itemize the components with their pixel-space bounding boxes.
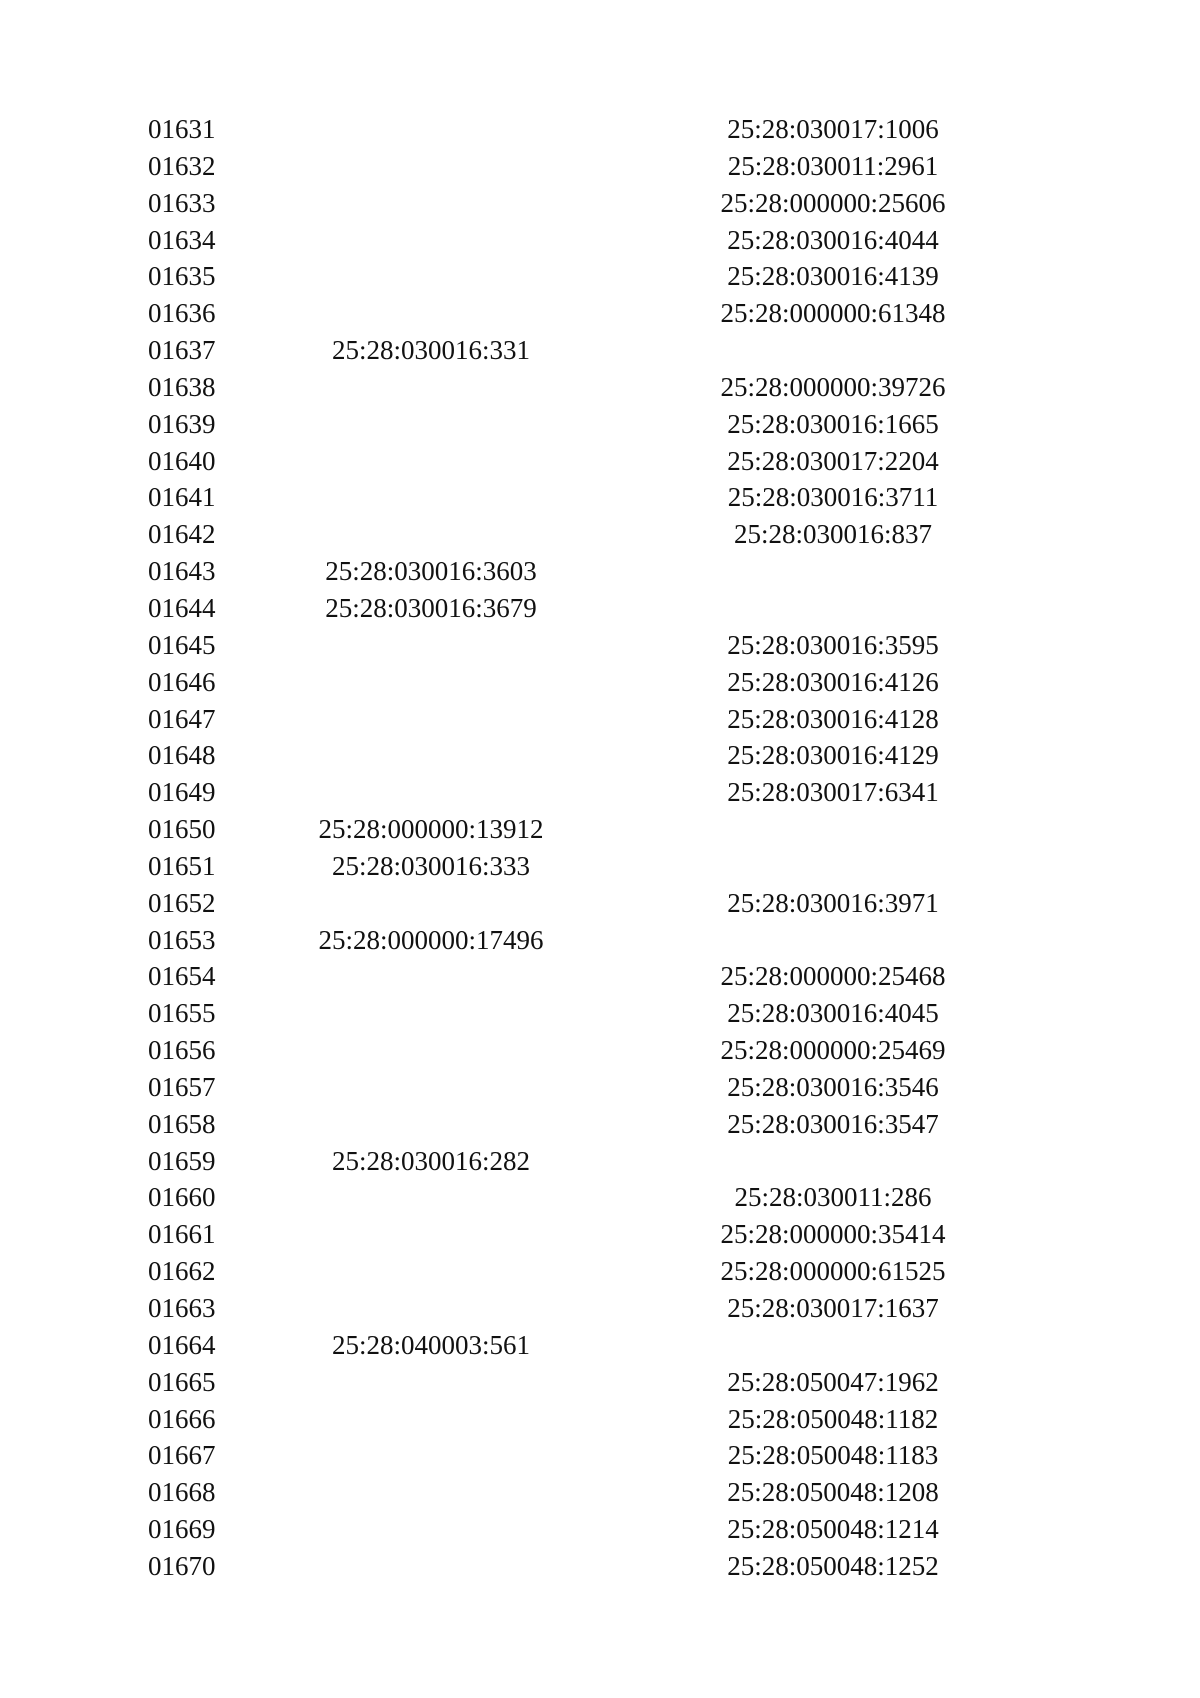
cadastral-number-right: 25:28:050048:1214 — [727, 1514, 939, 1545]
record-number: 01657 — [148, 1071, 216, 1102]
record-row — [0, 1032, 1200, 1069]
record-number: 01656 — [148, 1035, 216, 1066]
record-row — [0, 1069, 1200, 1106]
record-number: 01632 — [148, 150, 216, 181]
record-row — [0, 1474, 1200, 1511]
cadastral-number-middle: 25:28:030016:282 — [332, 1145, 531, 1176]
record-number: 01654 — [148, 961, 216, 992]
record-list — [0, 111, 1200, 1585]
cadastral-number-right: 25:28:030016:4139 — [727, 261, 939, 292]
record-number: 01635 — [148, 261, 216, 292]
record-row — [0, 111, 1200, 148]
cadastral-number-middle: 25:28:030016:3679 — [325, 592, 537, 623]
record-row — [0, 774, 1200, 811]
cadastral-number-right: 25:28:030016:4129 — [727, 740, 939, 771]
record-row — [0, 185, 1200, 222]
record-row — [0, 1401, 1200, 1438]
cadastral-number-middle: 25:28:000000:17496 — [318, 924, 544, 955]
record-number: 01665 — [148, 1366, 216, 1397]
record-number: 01638 — [148, 371, 216, 402]
record-number: 01658 — [148, 1108, 216, 1139]
cadastral-number-right: 25:28:050048:1182 — [727, 1403, 939, 1434]
record-row — [0, 590, 1200, 627]
record-row — [0, 1216, 1200, 1253]
record-row — [0, 258, 1200, 295]
record-number: 01651 — [148, 850, 216, 881]
record-row — [0, 1106, 1200, 1143]
cadastral-number-right: 25:28:030016:4126 — [727, 666, 939, 697]
cadastral-number-right: 25:28:030016:3546 — [727, 1071, 939, 1102]
cadastral-number-right: 25:28:030016:3711 — [727, 482, 939, 513]
record-number: 01634 — [148, 224, 216, 255]
record-row — [0, 1437, 1200, 1474]
cadastral-number-right: 25:28:050047:1962 — [727, 1366, 939, 1397]
record-row — [0, 995, 1200, 1032]
cadastral-number-right: 25:28:000000:39726 — [720, 371, 946, 402]
record-number: 01668 — [148, 1477, 216, 1508]
record-number: 01641 — [148, 482, 216, 513]
record-number: 01644 — [148, 592, 216, 623]
record-row — [0, 664, 1200, 701]
record-row — [0, 443, 1200, 480]
cadastral-number-right: 25:28:030017:1637 — [727, 1293, 939, 1323]
record-number: 01660 — [148, 1182, 216, 1213]
record-number: 01642 — [148, 519, 216, 550]
record-number: 01652 — [148, 887, 216, 918]
record-row — [0, 885, 1200, 922]
record-row — [0, 737, 1200, 774]
record-row — [0, 222, 1200, 259]
record-row — [0, 479, 1200, 516]
record-row — [0, 295, 1200, 332]
record-row — [0, 148, 1200, 185]
cadastral-number-right: 25:28:000000:25606 — [720, 187, 946, 218]
record-row — [0, 1364, 1200, 1401]
cadastral-number-right: 25:28:030011:286 — [734, 1182, 932, 1213]
record-row — [0, 369, 1200, 406]
cadastral-number-right: 25:28:030016:4044 — [727, 224, 939, 255]
record-number: 01667 — [148, 1440, 216, 1471]
record-number: 01637 — [148, 335, 216, 366]
record-row — [0, 922, 1200, 959]
record-number: 01631 — [148, 114, 216, 144]
record-row — [0, 553, 1200, 590]
cadastral-number-right: 25:28:000000:35414 — [720, 1219, 946, 1250]
cadastral-number-middle: 25:28:040003:561 — [332, 1329, 531, 1360]
record-row — [0, 1511, 1200, 1548]
record-number: 01662 — [148, 1256, 216, 1287]
cadastral-number-right: 25:28:000000:61525 — [720, 1256, 946, 1287]
record-row — [0, 1548, 1200, 1585]
cadastral-number-middle: 25:28:030016:331 — [332, 335, 531, 366]
cadastral-number-right: 25:28:030017:6341 — [727, 777, 939, 808]
cadastral-number-right: 25:28:030016:4128 — [727, 703, 939, 734]
record-row — [0, 1290, 1200, 1327]
record-number: 01669 — [148, 1514, 216, 1545]
cadastral-number-right: 25:28:050048:1208 — [727, 1477, 939, 1508]
cadastral-number-right: 25:28:000000:25468 — [720, 961, 946, 992]
record-row — [0, 1327, 1200, 1364]
cadastral-number-right: 25:28:030017:2204 — [727, 445, 939, 476]
record-row — [0, 811, 1200, 848]
record-number: 01661 — [148, 1219, 216, 1250]
record-number: 01663 — [148, 1293, 216, 1323]
record-number: 01655 — [148, 998, 216, 1029]
record-number: 01643 — [148, 556, 216, 587]
cadastral-number-right: 25:28:030016:3595 — [727, 629, 939, 660]
record-number: 01646 — [148, 666, 216, 697]
cadastral-number-right: 25:28:000000:61348 — [720, 298, 946, 329]
record-number: 01650 — [148, 814, 216, 845]
record-row — [0, 701, 1200, 738]
record-number: 01670 — [148, 1550, 216, 1581]
record-row — [0, 406, 1200, 443]
record-number: 01639 — [148, 408, 216, 439]
cadastral-number-right: 25:28:050048:1252 — [727, 1550, 939, 1581]
record-number: 01659 — [148, 1145, 216, 1176]
cadastral-number-right: 25:28:050048:1183 — [727, 1440, 939, 1471]
cadastral-number-right: 25:28:030017:1006 — [727, 114, 939, 144]
record-number: 01636 — [148, 298, 216, 329]
cadastral-number-right: 25:28:030016:1665 — [727, 408, 939, 439]
record-row — [0, 958, 1200, 995]
cadastral-number-middle: 25:28:030016:333 — [332, 850, 531, 881]
record-number: 01640 — [148, 445, 216, 476]
record-number: 01666 — [148, 1403, 216, 1434]
record-number: 01649 — [148, 777, 216, 808]
record-row — [0, 848, 1200, 885]
record-number: 01653 — [148, 924, 216, 955]
cadastral-number-right: 25:28:030016:3971 — [727, 887, 939, 918]
record-number: 01648 — [148, 740, 216, 771]
record-row — [0, 1179, 1200, 1216]
cadastral-number-right: 25:28:030016:837 — [734, 519, 933, 550]
record-row — [0, 516, 1200, 553]
cadastral-number-middle: 25:28:000000:13912 — [318, 814, 544, 845]
record-row — [0, 1253, 1200, 1290]
record-row — [0, 332, 1200, 369]
cadastral-number-middle: 25:28:030016:3603 — [325, 556, 537, 587]
cadastral-number-right: 25:28:030011:2961 — [727, 150, 939, 181]
record-row — [0, 1143, 1200, 1180]
record-number: 01645 — [148, 629, 216, 660]
cadastral-number-right: 25:28:000000:25469 — [720, 1035, 946, 1066]
cadastral-number-right: 25:28:030016:3547 — [727, 1108, 939, 1139]
record-row — [0, 627, 1200, 664]
record-number: 01633 — [148, 187, 216, 218]
cadastral-number-right: 25:28:030016:4045 — [727, 998, 939, 1029]
record-number: 01647 — [148, 703, 216, 734]
record-number: 01664 — [148, 1329, 216, 1360]
